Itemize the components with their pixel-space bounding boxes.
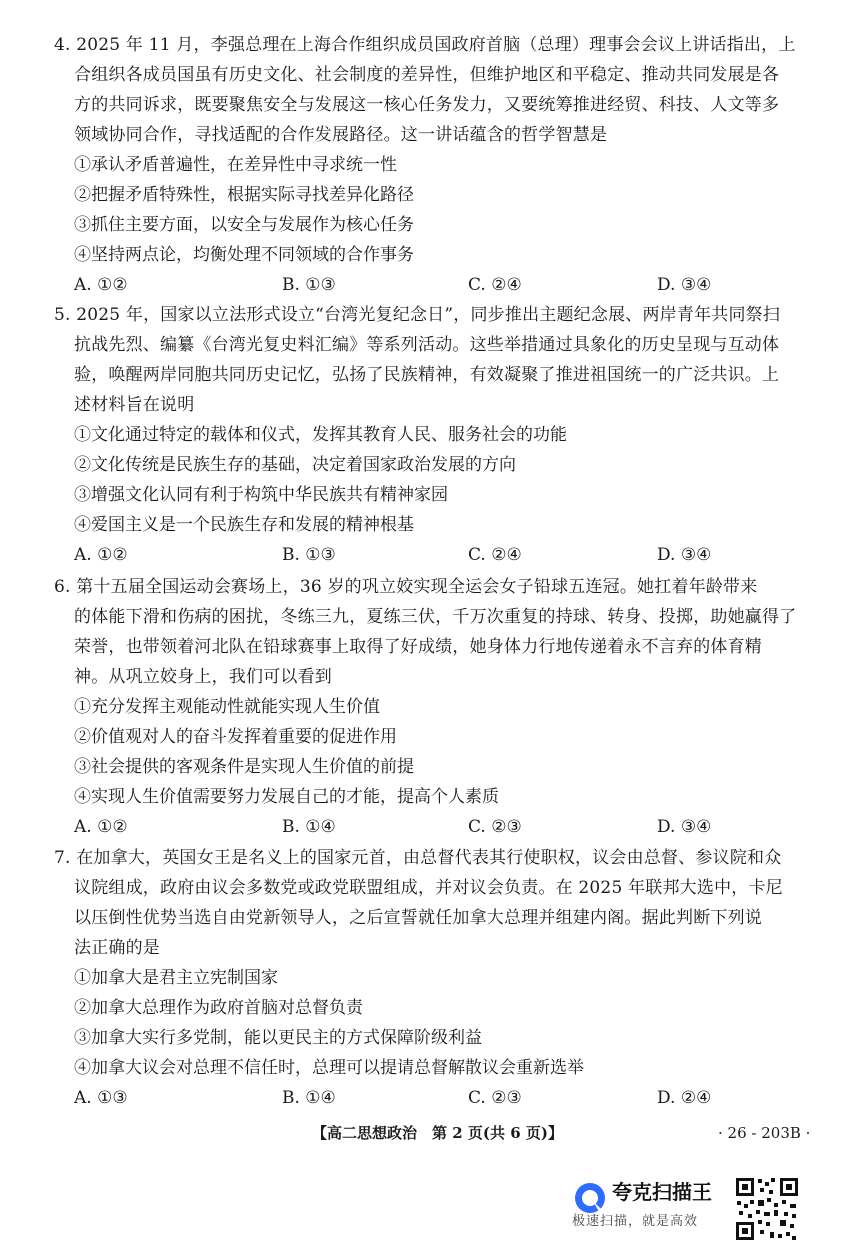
watermark-subtitle: 极速扫描，就是高效 bbox=[572, 1214, 699, 1229]
statement-option: ③抓住主要方面，以安全与发展作为核心任务 bbox=[74, 215, 414, 235]
statement-option: ①文化通过特定的载体和仪式，发挥其教育人民、服务社会的功能 bbox=[74, 425, 567, 445]
statement-option: ①加拿大是君主立宪制国家 bbox=[74, 968, 278, 988]
statement-option: ④实现人生价值需要努力发展自己的才能，提高个人素质 bbox=[74, 787, 499, 807]
statement-option: ②价值观对人的奋斗发挥着重要的促进作用 bbox=[74, 727, 397, 747]
choice-c: C. ②③ bbox=[468, 817, 522, 837]
choice-d: D. ③④ bbox=[657, 275, 712, 295]
question-stem-line: 方的共同诉求，既要聚焦安全与发展这一核心任务发力，又要统筹推进经贸、科技、人文等多 bbox=[74, 95, 780, 115]
statement-option: ①承认矛盾普遍性，在差异性中寻求统一性 bbox=[74, 155, 397, 175]
statement-option: ④加拿大议会对总理不信任时，总理可以提请总督解散议会重新选举 bbox=[74, 1058, 584, 1078]
question-7 bbox=[54, 843, 826, 1113]
statement-option: ②文化传统是民族生存的基础，决定着国家政治发展的方向 bbox=[74, 455, 516, 475]
statement-option: ③加拿大实行多党制，能以更民主的方式保障阶级利益 bbox=[74, 1028, 482, 1048]
choice-d: D. ②④ bbox=[657, 1088, 712, 1108]
choice-c: C. ②③ bbox=[468, 1088, 522, 1108]
statement-option: ①充分发挥主观能动性就能实现人生价值 bbox=[74, 697, 380, 717]
statement-option: ③社会提供的客观条件是实现人生价值的前提 bbox=[74, 757, 414, 777]
question-stem-line: 议院组成，政府由议会多数党或政党联盟组成，并对议会负责。在 2025 年联邦大选中，卡尼 bbox=[74, 878, 783, 898]
question-stem-line: 神。从巩立姣身上，我们可以看到 bbox=[74, 667, 332, 687]
statement-option: ④坚持两点论，均衡处理不同领域的合作事务 bbox=[74, 245, 414, 265]
statement-option: ②把握矛盾特殊性，根据实际寻找差异化路径 bbox=[74, 185, 414, 205]
question-stem-line: 验，唤醒两岸同胞共同历史记忆，弘扬了民族精神，有效凝聚了推进祖国统一的广泛共识。上 bbox=[74, 365, 780, 385]
choice-b: B. ①④ bbox=[282, 817, 336, 837]
question-stem-line: 述材料旨在说明 bbox=[74, 395, 195, 415]
choice-b: B. ①④ bbox=[282, 1088, 336, 1108]
question-stem-line: 法正确的是 bbox=[74, 938, 160, 958]
choice-a: A. ①② bbox=[74, 545, 128, 565]
watermark-title: 夸克扫描王 bbox=[612, 1180, 712, 1204]
question-stem-line: 4. 2025 年 11 月，李强总理在上海合作组织成员国政府首脑（总理）理事会会议上讲话指出，上 bbox=[54, 35, 796, 55]
question-stem-line: 合组织各成员国虽有历史文化、社会制度的差异性，但维护地区和平稳定、推动共同发展是各 bbox=[74, 65, 780, 85]
question-4 bbox=[54, 30, 826, 300]
footer-exam-code: · 26 - 203B · bbox=[718, 1124, 811, 1142]
quark-logo-icon bbox=[572, 1180, 608, 1216]
footer-page-info: 【高二思想政治 第 2 页(共 6 页)】 bbox=[312, 1124, 563, 1142]
choice-b: B. ①③ bbox=[282, 275, 336, 295]
question-5 bbox=[54, 300, 826, 570]
question-stem-line: 以压倒性优势当选自由党新领导人，之后宣誓就任加拿大总理并组建内阁。据此判断下列说 bbox=[74, 908, 762, 928]
choice-a: A. ①③ bbox=[74, 1088, 128, 1108]
question-6 bbox=[54, 572, 826, 842]
choice-a: A. ①② bbox=[74, 275, 128, 295]
page-footer bbox=[0, 1118, 867, 1148]
choice-c: C. ②④ bbox=[468, 275, 522, 295]
question-stem-line: 的体能下滑和伤病的困扰，冬练三九，夏练三伏，千万次重复的持球、转身、投掷，助她赢得了 bbox=[74, 607, 797, 627]
answer-choices bbox=[54, 540, 826, 570]
qr-code-icon bbox=[734, 1176, 800, 1242]
statement-option: ②加拿大总理作为政府首脑对总督负责 bbox=[74, 998, 363, 1018]
choice-d: D. ③④ bbox=[657, 817, 712, 837]
answer-choices bbox=[54, 812, 826, 842]
answer-choices bbox=[54, 270, 826, 300]
question-stem-line: 荣誉，也带领着河北队在铅球赛事上取得了好成绩，她身体力行地传递着永不言弃的体育精 bbox=[74, 637, 762, 657]
answer-choices bbox=[54, 1083, 826, 1113]
statement-option: ③增强文化认同有利于构筑中华民族共有精神家园 bbox=[74, 485, 448, 505]
choice-c: C. ②④ bbox=[468, 545, 522, 565]
question-stem-line: 6. 第十五届全国运动会赛场上，36 岁的巩立姣实现全运会女子铅球五连冠。她扛着年龄带来 bbox=[54, 577, 758, 597]
choice-b: B. ①③ bbox=[282, 545, 336, 565]
question-stem-line: 领域协同合作，寻找适配的合作发展路径。这一讲话蕴含的哲学智慧是 bbox=[74, 125, 608, 145]
question-stem-line: 5. 2025 年，国家以立法形式设立“台湾光复纪念日”，同步推出主题纪念展、两岸青年共同祭扫 bbox=[54, 305, 781, 325]
choice-a: A. ①② bbox=[74, 817, 128, 837]
statement-option: ④爱国主义是一个民族生存和发展的精神根基 bbox=[74, 515, 414, 535]
question-stem-line: 7. 在加拿大，英国女王是名义上的国家元首，由总督代表其行使职权，议会由总督、参议院和众 bbox=[54, 848, 782, 868]
choice-d: D. ③④ bbox=[657, 545, 712, 565]
question-stem-line: 抗战先烈、编纂《台湾光复史料汇编》等系列活动。这些举措通过具象化的历史呈现与互动体 bbox=[74, 335, 780, 355]
